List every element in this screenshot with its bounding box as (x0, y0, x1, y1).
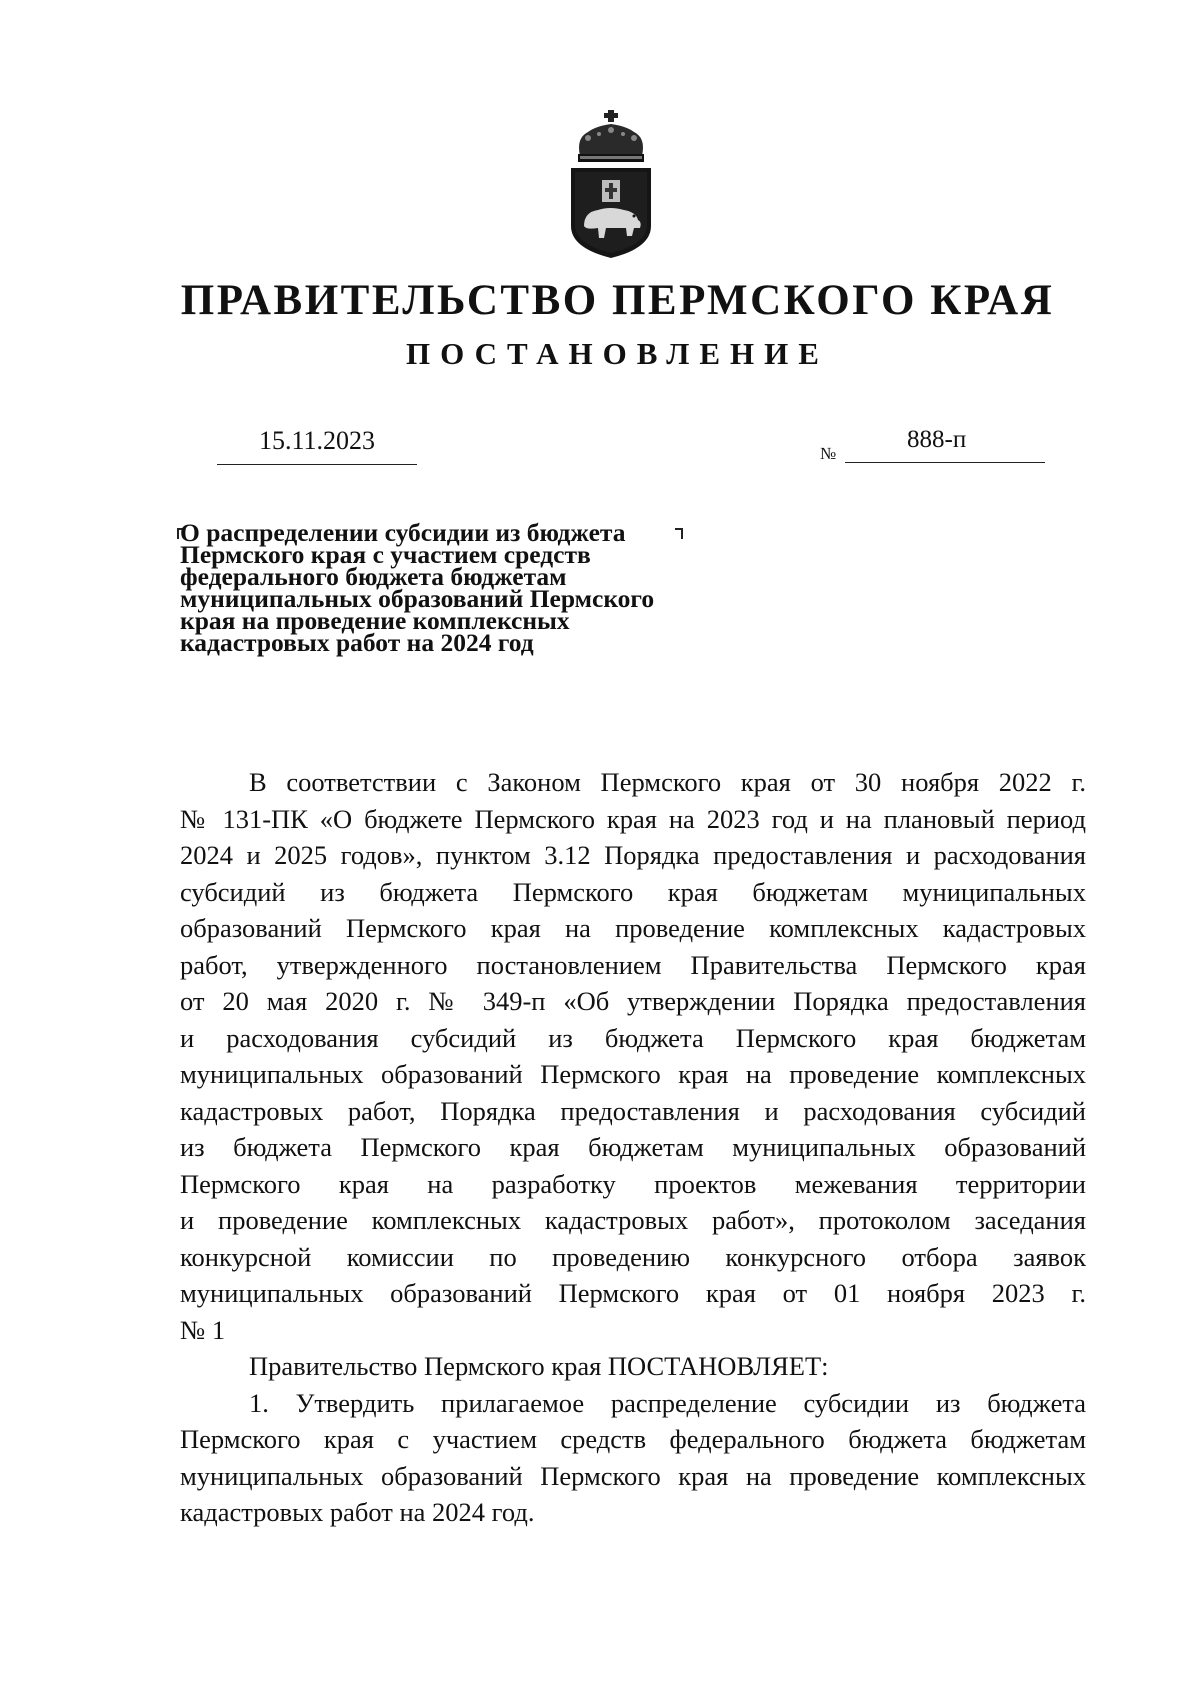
body-line: кадастровых работ, Порядка предоставления и расходования субсидий (180, 1095, 1086, 1126)
body-line: № 1 (180, 1314, 226, 1345)
body-line: 2024 и 2025 годов», пунктом 3.12 Порядка предоставления и расходования (180, 840, 1086, 870)
body-line: и проведение комплексных кадастровых работ», протоколом заседания (180, 1205, 1086, 1235)
subject-line: края на проведение комплексных (180, 606, 570, 635)
body-line: субсидий из бюджета Пермского края бюджетам муниципальных (180, 876, 1086, 907)
subject-line: федерального бюджета бюджетам (180, 562, 567, 591)
number-field (845, 420, 1045, 463)
subject-line: кадастровых работ на 2024 год (180, 628, 534, 657)
resolution-line: Правительство Пермского края ПОСТАНОВЛЯЕТ: (249, 1351, 829, 1381)
perm-krai-coat-of-arms-icon (566, 108, 656, 260)
body-line: муниципальных образований Пермского края на проведение комплексных (180, 1059, 1086, 1089)
body-line: конкурсной комиссии по проведению конкурсного отбора заявок (180, 1241, 1086, 1272)
body-line: и расходования субсидий из бюджета Пермского края бюджетам (180, 1022, 1086, 1053)
subject-line: муниципальных образований Пермского (180, 584, 655, 613)
clause-line: 1. Утвердить прилагаемое распределение субсидии из бюджета (249, 1387, 1086, 1418)
subject-line: О распределении субсидии из бюджета (180, 518, 626, 547)
number-sign: № (820, 444, 837, 463)
subject-line: Пермского края с участием средств (180, 540, 591, 569)
body-line: образований Пермского края на проведение комплексных кадастровых (180, 913, 1086, 943)
body-line: № 131-ПК «О бюджете Пермского края на 2023 год и на плановый период (180, 803, 1086, 834)
document-number: 888-п (907, 426, 967, 453)
body-line: В соответствии с Законом Пермского края от 30 ноября 2022 г. (249, 767, 1086, 797)
body-line: Пермского края на разработку проектов межевания территории (180, 1168, 1086, 1199)
clause-line: муниципальных образований Пермского края на проведение комплексных (180, 1460, 1086, 1491)
body-line: работ, утвержденного постановлением Правительства Пермского края (180, 949, 1086, 980)
document-subject (180, 518, 720, 657)
body-line: из бюджета Пермского края бюджетам муниципальных образований (180, 1132, 1086, 1162)
organization-title: ПРАВИТЕЛЬСТВО ПЕРМСКОГО КРАЯ (180, 277, 1055, 324)
document-type-title: ПОСТАНОВЛЕНИЕ (406, 336, 829, 371)
body-line: от 20 мая 2020 г. № 349-п «Об утверждении Порядка предоставления (180, 986, 1086, 1016)
document-date: 15.11.2023 (259, 426, 376, 455)
clause-line: кадастровых работ на 2024 год. (180, 1497, 535, 1527)
clause-line: Пермского края с участием средств федерального бюджета бюджетам (180, 1424, 1086, 1454)
date-field (217, 424, 417, 465)
body-line: муниципальных образований Пермского края от 01 ноября 2023 г. (180, 1278, 1086, 1308)
document-body (180, 764, 1086, 1531)
